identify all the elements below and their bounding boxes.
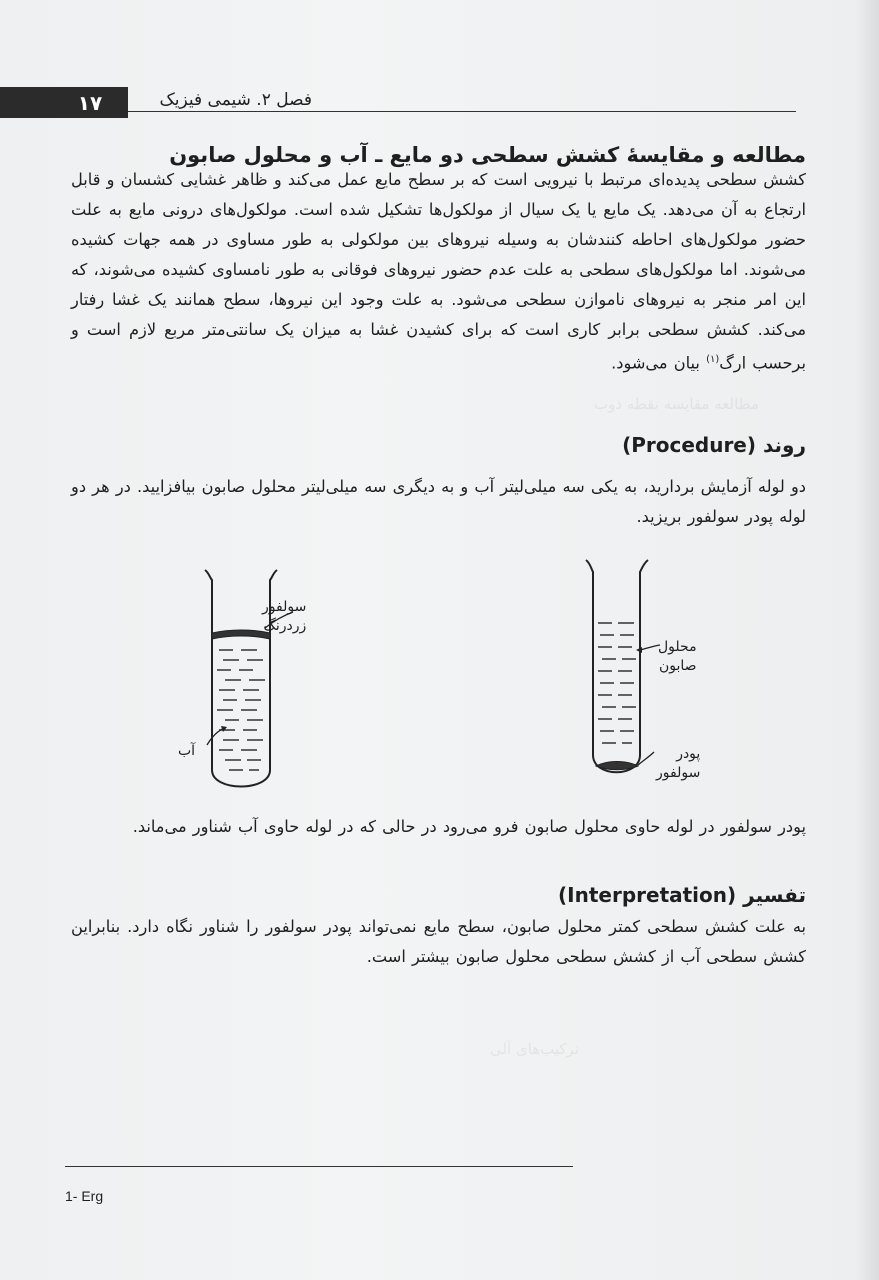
section-title: مطالعه و مقایسهٔ کشش سطحی دو مایع ـ آب و محلول صابون (169, 143, 806, 167)
intro-paragraph (71, 165, 806, 378)
interpretation-heading: تفسیر (Interpretation) (558, 883, 806, 907)
header-divider (128, 111, 796, 112)
footnote-mark: (۱) (706, 354, 720, 365)
label-water: آب (178, 743, 196, 759)
page-number: ۱۷ (77, 91, 103, 115)
interpretation-text: به علت کشش سطحی کمتر محلول صابون، سطح مایع نمی‌تواند پودر سولفور را شناور نگاه دارد. بنابراین کشش سطحی آب از کشش سطحی محلول صابون بیشتر است. (71, 917, 806, 966)
chapter-title: فصل ۲. شیمی فیزیک (159, 90, 312, 110)
procedure-text: دو لوله آزمایش بردارید، به یکی سه میلی‌لیتر آب و به دیگری سه میلی‌لیتر محلول صابون بیافزایید. در هر دو لوله پودر سولفور بریزید. (71, 477, 806, 526)
page-edge-shadow (855, 0, 879, 1280)
footnote-divider (65, 1166, 573, 1167)
bleed-through-text: مطالعه مقایسه نقطه ذوب (593, 395, 759, 413)
bleed-through-text: ترکیب‌های آلی (489, 1040, 579, 1058)
label-sulfur-powder: پودر سولفور (656, 746, 701, 781)
intro-text: کشش سطحی پدیده‌ای مرتبط با نیرویی است که بر سطح مایع عمل می‌کند و ظاهر غشایی کشسان و قابل ارتجاع به آن می‌دهد. یک مایع یا یک سیال از مولکول‌ها تشکیل شده است. مولکول‌های درونی مایع به علت حضور مولکول‌های احاطه کنندشان به وسیله نیروهای بین مولکولی به طور مساوی در همه جهات کشیده می‌شوند. اما مولکول‌های سطحی به علت عدم حضور نیروهای فوقانی به طور نامساوی کشیده می‌شوند، که این امر منجر به نیروهای ناموازن سطحی می‌شود. به علت وجود این نیروها، سطح همانند یک غشا رفتار می‌کند. کشش سطحی برابر کاری است که برای کشیدن غشا به میزان یک سانتی‌متر مربع لازم است و برحسب ارگ (71, 170, 806, 373)
observation-text: پودر سولفور در لوله حاوی محلول صابون فرو می‌رود در حالی که در لوله حاوی آب شناور می‌ماند. (132, 817, 806, 836)
footnote: 1- Erg (65, 1188, 104, 1204)
intro-text-end: بیان می‌شود. (611, 353, 707, 373)
label-yellow-sulfur: سولفور زردرنگ (262, 599, 307, 634)
label-soap-solution: محلول صابون (658, 639, 697, 674)
procedure-heading: روند (Procedure) (622, 433, 806, 457)
